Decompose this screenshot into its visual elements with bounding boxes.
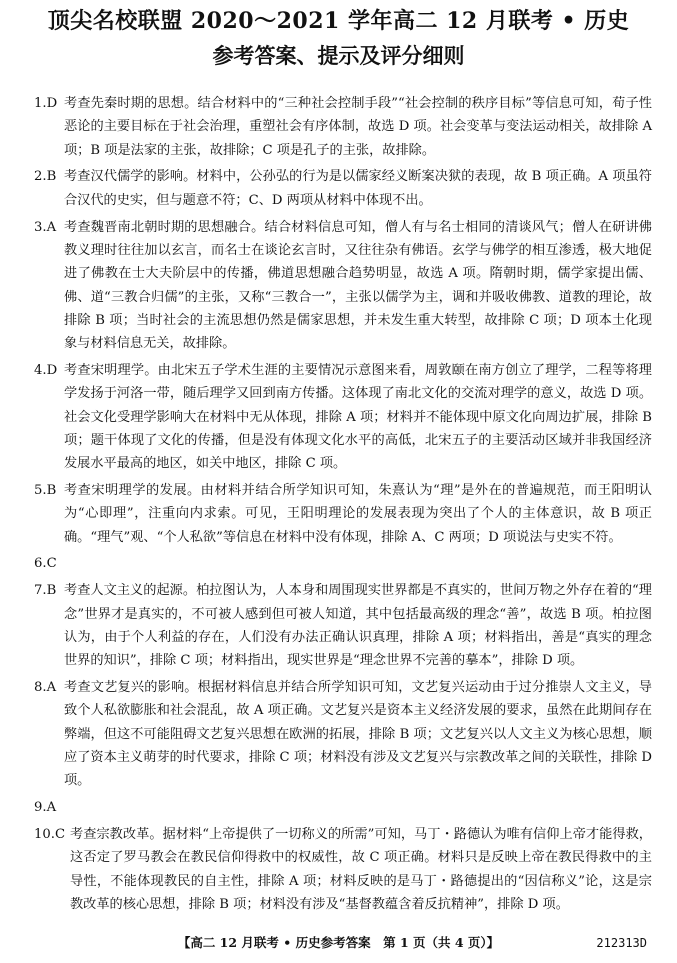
answer-explanation [64,796,652,819]
answer-explanation: 考查魏晋南北朝时期的思想融合。结合材料信息可知，僧人有与名士相同的清谈风气；僧人在研讲佛教义理时往往加以玄言，而名士在谈论玄言时，又往往杂有佛语。玄学与佛学的相互渗透，极大地促进了佛教在士大夫阶层中的传播，佛道思想融合趋势明显，故选 A 项。隋朝时期，儒学家提出儒、佛、道“三教合归儒”的主张，又称“三教合一”，主张以儒学为主，调和并吸收佛教、道教的理论，故排除 B 项；当时社会的主流思想仍然是儒家思想，并未发生重大转型，故排除 C 项；D 项本土化现象与材料信息无关，故排除。 [64,219,652,352]
answer-explanation: 考查先秦时期的思想。结合材料中的“三种社会控制手段”“社会控制的秩序目标”等信息可知，荀子性恶论的主要目标在于社会治理，重塑社会有序体制，故选 D 项。社会变革与变法运动相关，故排除 A 项；B 项是法家的主张，故排除；C 项是孔子的主张，故排除。 [64,96,652,158]
answer-item-6 [34,552,652,575]
answer-number: 7.B [34,583,57,599]
answer-item-5 [34,479,652,549]
answer-explanation: 考查汉代儒学的影响。材料中，公孙弘的行为是以儒家经义断案决狱的表现，故 B 项正确。A 项虽符合汉代的史实，但与题意不符；C、D 两项从材料中体现不出。 [64,169,652,208]
answer-explanation: 考查宋明理学的发展。由材料并结合所学知识可知，朱熹认为“理”是外在的普遍规范，而王阳明认为“心即理”，注重向内求索。可见，王阳明理论的发展表现为突出了个人的主体意识，故 B 项正确。“理气”观、“个人私欲”等信息在材料中没有体现，排除 A、C 两项；D 项说法与史实不符。 [64,483,652,545]
answer-number: 9.A [34,800,57,816]
answer-item-7 [34,579,652,672]
answer-explanation [64,552,652,575]
page-subtitle: 参考答案、提示及评分细则 [212,43,465,68]
answer-item-8 [34,676,652,793]
answer-explanation: 考查宋明理学。由北宋五子学术生涯的主要情况示意图来看，周敦颐在南方创立了理学，二程等将理学发扬于河洛一带，随后理学又回到南方传播。这体现了南北文化的交流对理学的意义，故选 D 项。社会文化受理学影响大在材料中无从体现，排除 A 项；材料并不能体现中原文化向周边扩展，排除 B 项；题干体现了文化的传播，但是没有体现文化水平的高低，北宋五子的主要活动区域并非我国经济发展水平最高的地区，如关中地区，排除 C 项。 [64,362,652,472]
page-footer [0,932,677,954]
answer-explanation: 考查人文主义的起源。柏拉图认为，人本身和周围现实世界都是不真实的，世间万物之外存在着的“理念”世界才是真实的，不可被人感到但可被人知道，其中包括最高级的理念“善”，故选 B 项。柏拉图认为，由于个人利益的存在，人们没有办法正确认识真理，排除 A 项；材料指出，善是“真实的理念世界的知识”，排除 C 项；材料指出，现实世界是“理念世界不完善的摹本”，排除 D 项。 [64,583,652,669]
answer-number: 3.A [34,219,57,235]
answer-item-10 [34,823,652,916]
answer-explanation: 考查宗教改革。据材料“上帝提供了一切称义的所需”可知，马丁・路德认为唯有信仰上帝才能得救，这否定了罗马教会在教民信仰得救中的权威性，故 C 项正确。材料只是反映上帝在教民得救中的主导性，不能体现教民的自主性，排除 A 项；材料反映的是马丁・路德提出的“因信称义”论，这是宗教改革的核心思想，排除 B 项；材料没有涉及“基督教蕴含着反抗精神”，排除 D 项。 [70,826,652,912]
answer-number: 6.C [34,556,57,572]
answer-number: 8.A [34,679,57,695]
answer-number: 4.D [34,362,58,378]
answer-item-1 [34,92,652,162]
answer-explanation: 考查文艺复兴的影响。根据材料信息并结合所学知识可知，文艺复兴运动由于过分推崇人文主义，导致个人私欲膨胀和社会混乱，故 A 项正确。文艺复兴是资本主义经济发展的要求，虽然在此期间存在弊端，但这不可能阻碍文艺复兴思想在欧洲的拓展，排除 B 项；文艺复兴以人文主义为核心思想，顺应了资本主义萌芽的时代要求，排除 C 项；材料没有涉及文艺复兴与宗教改革之间的关联性，排除 D 项。 [64,679,652,789]
answer-item-9 [34,796,652,819]
answer-list [34,92,652,920]
footer-code: 212313D [596,936,647,950]
footer-label: 【高二 12 月联考 • 历史参考答案 第 1 页（共 4 页）】 [177,935,500,950]
answer-item-4 [34,359,652,476]
page-title: 顶尖名校联盟 2020～2021 学年高二 12 月联考 • 历史 [47,8,630,34]
answer-item-2 [34,165,652,212]
answer-number: 2.B [34,169,57,185]
answer-number: 5.B [34,483,57,499]
answer-item-3 [34,216,652,356]
answer-number: 10.C [34,826,66,842]
answer-number: 1.D [34,96,58,111]
